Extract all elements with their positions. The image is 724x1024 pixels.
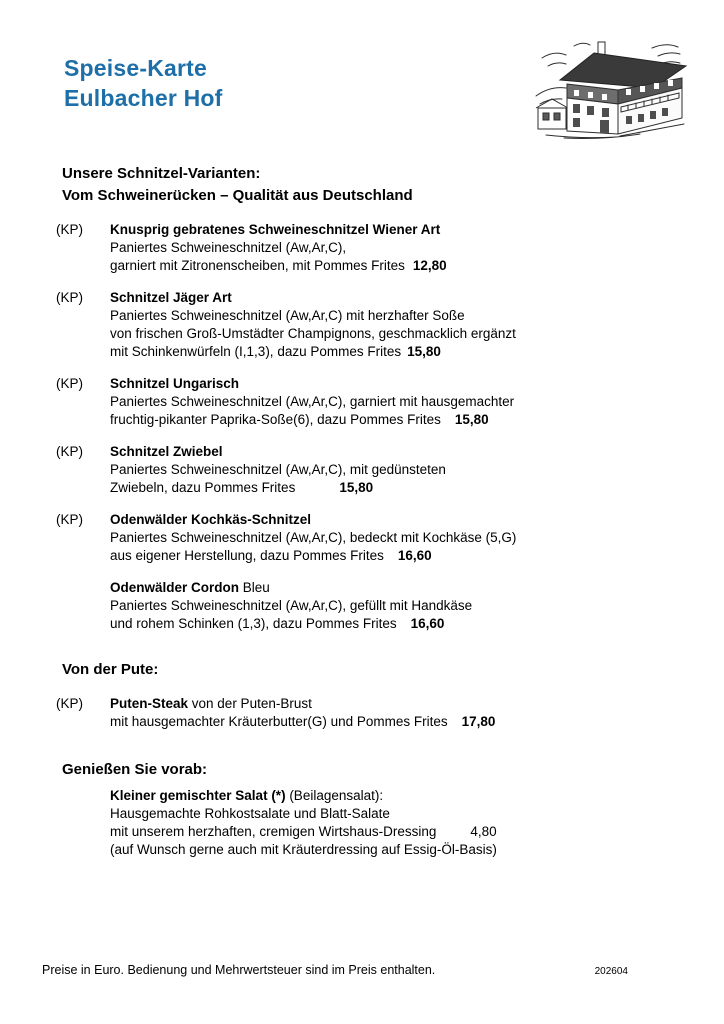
item-body bbox=[110, 511, 664, 565]
item-title bbox=[110, 511, 664, 529]
item-description-line bbox=[110, 529, 664, 547]
building-illustration bbox=[534, 38, 692, 140]
menu-item bbox=[56, 787, 664, 859]
menu-item bbox=[56, 443, 664, 497]
item-description-line bbox=[110, 823, 664, 841]
page-title-line2: Eulbacher Hof bbox=[64, 84, 223, 111]
item-description-text: (auf Wunsch gerne auch mit Kräuterdressing auf Essig-Öl-Basis) bbox=[110, 842, 497, 857]
item-description-line bbox=[110, 257, 664, 275]
item-description-line bbox=[110, 343, 664, 361]
item-description-line bbox=[110, 479, 664, 497]
item-description-text: mit unserem herzhaften, cremigen Wirtshaus-Dressing bbox=[110, 824, 437, 839]
item-price: 4,80 bbox=[470, 824, 497, 839]
item-price: 16,60 bbox=[410, 616, 445, 631]
item-description-text: Paniertes Schweineschnitzel (Aw,Ar,C) mit herzhafter Soße bbox=[110, 308, 465, 323]
item-description-text: aus eigener Herstellung, dazu Pommes Frites bbox=[110, 548, 384, 563]
item-title bbox=[110, 289, 664, 307]
item-body bbox=[110, 787, 664, 859]
item-description-line bbox=[110, 325, 664, 343]
item-title-bold: Odenwälder Kochkäs-Schnitzel bbox=[110, 512, 312, 527]
item-description-text: garniert mit Zitronenscheiben, mit Pommes Frites bbox=[110, 258, 405, 273]
item-description-line bbox=[110, 393, 664, 411]
menu-item bbox=[56, 289, 664, 361]
item-description-line bbox=[110, 239, 664, 257]
section-heading-line: Von der Pute: bbox=[62, 661, 159, 678]
item-description-text: Hausgemachte Rohkostsalate und Blatt-Salate bbox=[110, 806, 390, 821]
section-heading bbox=[62, 759, 664, 781]
item-description-text: Paniertes Schweineschnitzel (Aw,Ar,C), bbox=[110, 240, 347, 255]
item-description-line bbox=[110, 411, 664, 429]
item-description-text: Paniertes Schweineschnitzel (Aw,Ar,C), mit gedünsteten bbox=[110, 462, 446, 477]
item-title bbox=[110, 695, 664, 713]
item-title-regular: (Beilagensalat): bbox=[285, 788, 384, 803]
menu-item bbox=[56, 221, 664, 275]
item-description-line bbox=[110, 841, 664, 859]
item-title-bold: Odenwälder Cordon bbox=[110, 580, 240, 595]
menu-section bbox=[56, 659, 664, 731]
item-description-text: und rohem Schinken (1,3), dazu Pommes Frites bbox=[110, 616, 397, 631]
menu-item bbox=[56, 695, 664, 731]
menu-sections bbox=[56, 163, 664, 859]
item-marker: (KP) bbox=[56, 512, 83, 527]
item-description-text: fruchtig-pikanter Paprika-Soße(6), dazu Pommes Frites bbox=[110, 412, 441, 427]
item-title bbox=[110, 221, 664, 239]
item-body bbox=[110, 289, 664, 361]
item-title-bold: Schnitzel Ungarisch bbox=[110, 376, 240, 391]
item-marker: (KP) bbox=[56, 696, 83, 711]
item-description-text: mit hausgemachter Kräuterbutter(G) und Pommes Frites bbox=[110, 714, 448, 729]
item-title-bold: Kleiner gemischter Salat (*) bbox=[110, 788, 286, 803]
item-description-text: mit Schinkenwürfeln (I,1,3), dazu Pommes Frites bbox=[110, 344, 402, 359]
item-description-line bbox=[110, 461, 664, 479]
item-title-regular: Bleu bbox=[239, 580, 270, 595]
item-title-bold: Schnitzel Zwiebel bbox=[110, 444, 223, 459]
item-price: 16,60 bbox=[397, 548, 432, 563]
item-title-bold: Schnitzel Jäger Art bbox=[110, 290, 232, 305]
item-marker: (KP) bbox=[56, 444, 83, 459]
item-description-line bbox=[110, 713, 664, 731]
item-description-text: Paniertes Schweineschnitzel (Aw,Ar,C), garniert mit hausgemachter bbox=[110, 394, 515, 409]
item-title-bold: Puten-Steak bbox=[110, 696, 189, 711]
item-body bbox=[110, 695, 664, 731]
item-description-text: Paniertes Schweineschnitzel (Aw,Ar,C), bedeckt mit Kochkäse (5,G) bbox=[110, 530, 517, 545]
page-title bbox=[64, 54, 223, 114]
page-footer bbox=[42, 963, 628, 977]
section-heading-line: Genießen Sie vorab: bbox=[62, 761, 208, 778]
item-description-text: Paniertes Schweineschnitzel (Aw,Ar,C), gefüllt mit Handkäse bbox=[110, 598, 473, 613]
item-marker: (KP) bbox=[56, 290, 83, 305]
item-marker: (KP) bbox=[56, 222, 83, 237]
section-heading bbox=[62, 659, 664, 681]
item-marker bbox=[56, 579, 110, 633]
item-title bbox=[110, 375, 664, 393]
item-title bbox=[110, 579, 664, 597]
item-body bbox=[110, 375, 664, 429]
footer-note: Preise in Euro. Bedienung und Mehrwertsteuer sind im Preis enthalten. bbox=[42, 963, 436, 977]
item-price: 17,80 bbox=[461, 714, 496, 729]
item-marker: (KP) bbox=[56, 376, 83, 391]
item-description-text: Zwiebeln, dazu Pommes Frites bbox=[110, 480, 296, 495]
page-title-line1: Speise-Karte bbox=[64, 55, 208, 81]
item-price: 15,80 bbox=[407, 344, 441, 359]
item-price: 15,80 bbox=[339, 480, 374, 495]
menu-item bbox=[56, 579, 664, 633]
item-marker bbox=[56, 787, 110, 859]
item-description-line bbox=[110, 615, 664, 633]
item-title bbox=[110, 443, 664, 461]
item-title bbox=[110, 787, 664, 805]
menu-item bbox=[56, 375, 664, 429]
item-description-line bbox=[110, 805, 664, 823]
item-description-line bbox=[110, 547, 664, 565]
item-price: 12,80 bbox=[412, 258, 447, 273]
menu-section bbox=[56, 759, 664, 859]
item-title-bold: Knusprig gebratenes Schweineschnitzel Wiener Art bbox=[110, 222, 441, 237]
menu-item bbox=[56, 511, 664, 565]
item-body bbox=[110, 579, 664, 633]
item-body bbox=[110, 221, 664, 275]
item-title-regular: von der Puten-Brust bbox=[188, 696, 312, 711]
item-description-line bbox=[110, 597, 664, 615]
page-header bbox=[64, 38, 692, 140]
menu-section bbox=[56, 163, 664, 633]
section-heading-line: Unsere Schnitzel-Varianten: bbox=[62, 165, 261, 182]
item-description-text: von frischen Groß-Umstädter Champignons, geschmacklich ergänzt bbox=[110, 326, 516, 341]
item-description-line bbox=[110, 307, 664, 325]
section-heading-line: Vom Schweinerücken – Qualität aus Deutschland bbox=[62, 187, 413, 204]
item-body bbox=[110, 443, 664, 497]
section-heading bbox=[62, 163, 664, 207]
footer-code: 202604 bbox=[594, 966, 628, 977]
item-price: 15,80 bbox=[454, 412, 489, 427]
